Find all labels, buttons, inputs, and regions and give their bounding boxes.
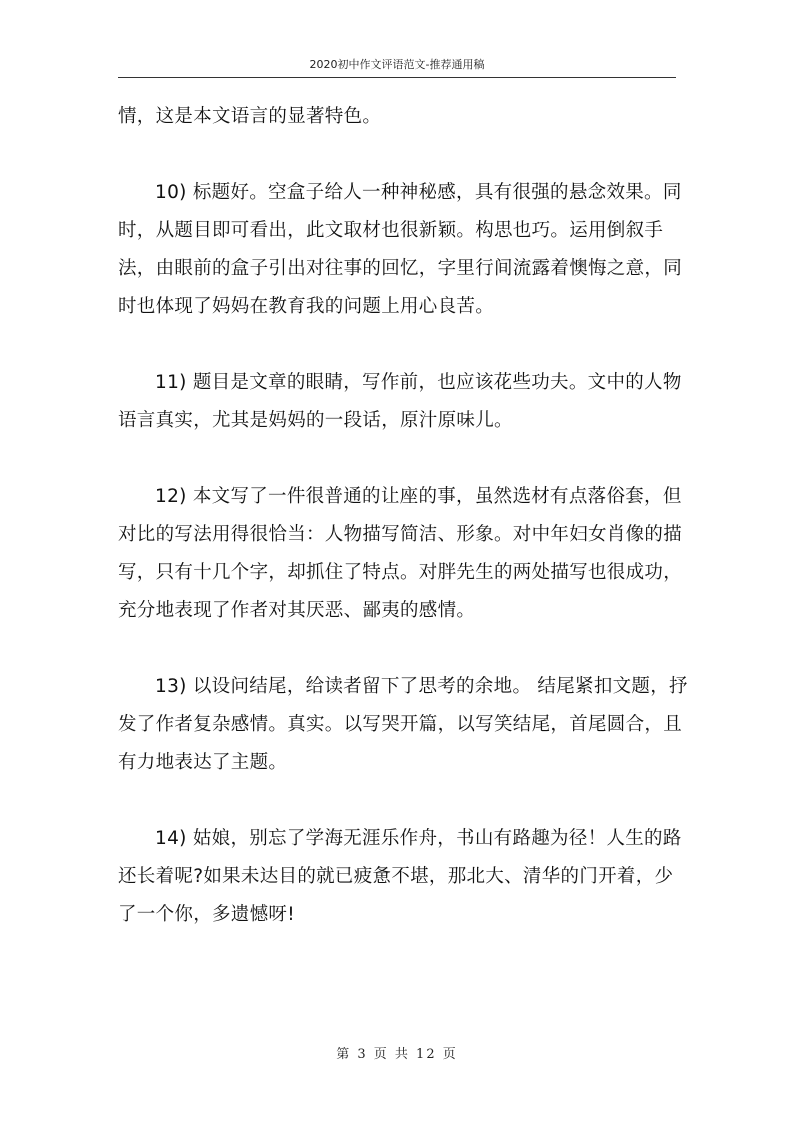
paragraph-comment-13: 13) 以设问结尾，给读者留下了思考的余地。 结尾紧扣文题，抒发了作者复杂感情。真实。以写哭开篇，以写笑结尾，首尾圆合，且有力地表达了主题。 <box>118 676 688 773</box>
paragraph-continuation: 情，这是本文语言的显著特色。 <box>118 106 382 127</box>
document-body <box>118 98 690 972</box>
page-number: 第 3 页 共 12 页 <box>336 1047 458 1062</box>
paragraph-comment-10: 10) 标题好。空盒子给人一种神秘感，具有很强的悬念效果。同时，从题目即可看出，此文取材也很新颖。构思也巧。运用倒叙手法，由眼前的盒子引出对往事的回忆，字里行间流露着懊悔之意，同时也体现了妈妈在教育我的问题上用心良苦。 <box>118 182 683 317</box>
paragraph-comment-14: 14) 姑娘，别忘了学海无涯乐作舟，书山有路趣为径！人生的路还长着呢?如果未达目的就已疲惫不堪，那北大、清华的门开着，少了一个你，多遗憾呀! <box>118 828 682 925</box>
paragraph-comment-12: 12) 本文写了一件很普通的让座的事，虽然选材有点落俗套，但对比的写法用得很恰当：人物描写简洁、形象。对中年妇女肖像的描写，只有十几个字，却抓住了特点。对胖先生的两处描写也很成功，充分地表现了作者对其厌恶、鄙夷的感情。 <box>118 486 683 621</box>
running-header: 2020初中作文评语范文-推荐通用稿 <box>309 58 485 71</box>
paragraph-comment-11: 11) 题目是文章的眼睛，写作前，也应该花些功夫。文中的人物语言真实，尤其是妈妈的一段话，原汁原味儿。 <box>118 372 682 431</box>
header-divider <box>118 77 676 78</box>
